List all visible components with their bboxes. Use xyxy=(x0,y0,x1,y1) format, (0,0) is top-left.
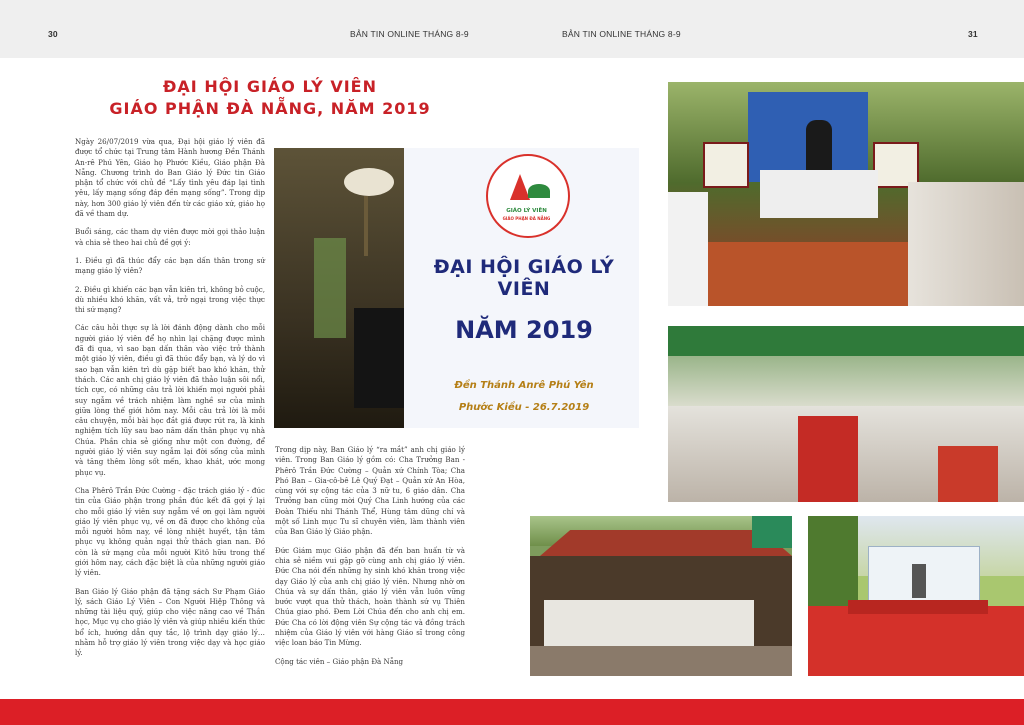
paragraph: 1. Điều gì đã thúc đẩy các bạn dấn thân trong sứ mạng giáo lý viên? xyxy=(75,255,265,276)
paragraph: Trong dịp này, Ban Giáo lý “ra mắt” anh chị giáo lý viên. Trong Ban Giáo lý gồm có: Cha Trưởng Ban - Phêrô Trần Đức Cường – Quản xứ Chính Tòa; Cha Phó Ban – Gia-cô-bê Lê Quý Đạt – Quản xứ An Hòa, cùng với sự cộng tác của 3 nữ tu, 6 giáo dân. Cha Trưởng ban cũng mời Quý Cha Linh hướng của các Đoàn Thiếu nhi Thánh Thể, Hùng tâm dũng chí và một số Linh mục Tu sĩ chuyên viên, làm thành viên của Ban Giáo lý Giáo phận. xyxy=(275,445,465,537)
header-title-right: BẢN TIN ONLINE THÁNG 8-9 xyxy=(562,29,681,39)
crowd-photo xyxy=(668,326,1024,502)
article-title-line2: GIÁO PHẬN ĐÀ NẴNG, NĂM 2019 xyxy=(109,99,431,118)
stage-photo xyxy=(668,82,1024,306)
shrine-photo xyxy=(808,516,1024,676)
article-column-2 xyxy=(275,445,465,675)
paragraph: Cha Phêrô Trần Đức Cường - đặc trách giáo lý - đúc tin của Giáo phận trong phần đúc kết đã gợi ý lại cho mỗi giáo lý viên suy ngẫm về ơn gọi làm người giáo lý viên phục vụ, về ơn đã được cho không của mỗi người hôm nay, về lòng nhiệt huyết, tận tâm phục vụ không quản ngại thử thách gian nan. Đó còn là sứ mạng của mỗi người Kitô hữu trong thế giới hôm nay, cách đặc biệt là của những người giáo lý viên. xyxy=(75,485,265,578)
article-column-1 xyxy=(75,137,265,667)
header-band xyxy=(0,0,1024,58)
paragraph: Buổi sáng, các tham dự viên được mời gọi thảo luận và chia sẻ theo hai chủ đề gợi ý: xyxy=(75,227,265,247)
banner-heading: ĐẠI HỘI GIÁO LÝ VIÊN xyxy=(433,256,615,300)
paragraph: 2. Điều gì khiến các bạn vẫn kiên trì, không bỏ cuộc, dù nhiều khó khăn, vất vả, trở ngại trong việc thực thi sứ mạng? xyxy=(75,284,266,315)
banner-year: NĂM 2019 xyxy=(455,316,593,344)
paragraph: Đức Giám mục Giáo phận đã đến ban huấn từ và chia sẻ niềm vui gặp gỡ cùng anh chị giáo lý viên. Đức Cha nói đến những hy sinh khó khăn trong việc dạy Giáo lý của anh chị giáo lý viên. Nhưng nhờ ơn Chúa và sự dấn thân, giáo lý viên vẫn luôn vững bước vượt qua thử thách, hoàn thành sứ vụ Thiên Chúa giao phó. Đem Lời Chúa đến cho anh chị em. Đức Cha có lời động viên Sự cộng tác và đồng trách nhiệm của Giáo lý viên với hàng Giáo sĩ trong công việc loan báo Tin Mừng. xyxy=(275,545,465,648)
header-title-left: BẢN TIN ONLINE THÁNG 8-9 xyxy=(350,29,469,39)
paragraph: Các câu hỏi thực sự là lời đánh động dành cho mỗi người giáo lý viên để họ nhìn lại chặng được mình đã đi qua, vì sao bạn dấn thân vào việc trở thành một giáo lý viên, điều gì đã thúc đẩy bạn, và lý do vì sao bạn vẫn kiên trì dù gặp biết bao khó khăn, thử thách. Các anh chị giáo lý viên đã thảo luận sôi nổi, tích cực, có những câu trả lời khiến mọi người phải suy ngẫm về trách nhiệm làm nghề sư của mình giữa lòng thế giới hôm nay. Mỗi câu trả lời là mỗi câu chuyện, mỗi bài học đắt giá được rút ra, là kinh nghiệm tích lũy sau bao năm dấn thân phục vụ nhà Chúa. Phần chia sẻ giống như một con đường, để người giáo lý viên suy ngẫm lại đời sống của mình và tăng thêm lòng sốt mến, khao khát, ước mong phục vụ. xyxy=(75,323,265,477)
banner-photo xyxy=(274,148,639,428)
logo-text: GIÁO LÝ VIÊN xyxy=(506,208,547,214)
paragraph: Ban Giáo lý Giáo phận đã tặng sách Sư Phạm Giáo lý, sách Giáo Lý Viên – Con Người Hiệp Thông và những tài liệu quý, giúp cho việc nâng cao về Thần học, Mục vụ cho giáo lý viên và giúp nhiều kiến thức bổ ích, hướng dẫn quy tắc, lộ trình dạy giáo lý… nhằm hỗ trợ giáo lý viên trong việc dạy và học giáo lý. xyxy=(75,586,265,658)
author-credit: Cộng tác viên – Giáo phận Đà Nẵng xyxy=(275,656,404,666)
logo-subtext: GIÁO PHẬN ĐÀ NẴNG xyxy=(502,216,551,221)
article-title-line1: ĐẠI HỘI GIÁO LÝ VIÊN xyxy=(163,77,377,96)
paragraph: Ngày 26/07/2019 vừa qua, Đại hội giáo lý viên đã được tổ chức tại Trung tâm Hành hương Đền Thánh An-rê Phú Yên, Giáo họ Phước Kiều, Giáo phận Đà Nẵng. Chương trình do Ban Giáo lý Đức tin Giáo phận tổ chức với chủ đề “Lấy tình yêu đáp lại tình yêu, lấy mạng sống đáp đền mạng sống”. Trong dịp này, hơn 300 giáo lý viên đến từ các giáo xứ, giáo họ đã về tham dự. xyxy=(75,137,265,219)
banner-date: Phước Kiều - 26.7.2019 xyxy=(458,402,590,413)
banner-place: Đền Thánh Anrê Phú Yên xyxy=(454,380,594,391)
footer-band xyxy=(0,699,1024,725)
page-number-left: 30 xyxy=(48,29,58,39)
page-number-right: 31 xyxy=(968,29,978,39)
pavilion-photo xyxy=(530,516,792,676)
